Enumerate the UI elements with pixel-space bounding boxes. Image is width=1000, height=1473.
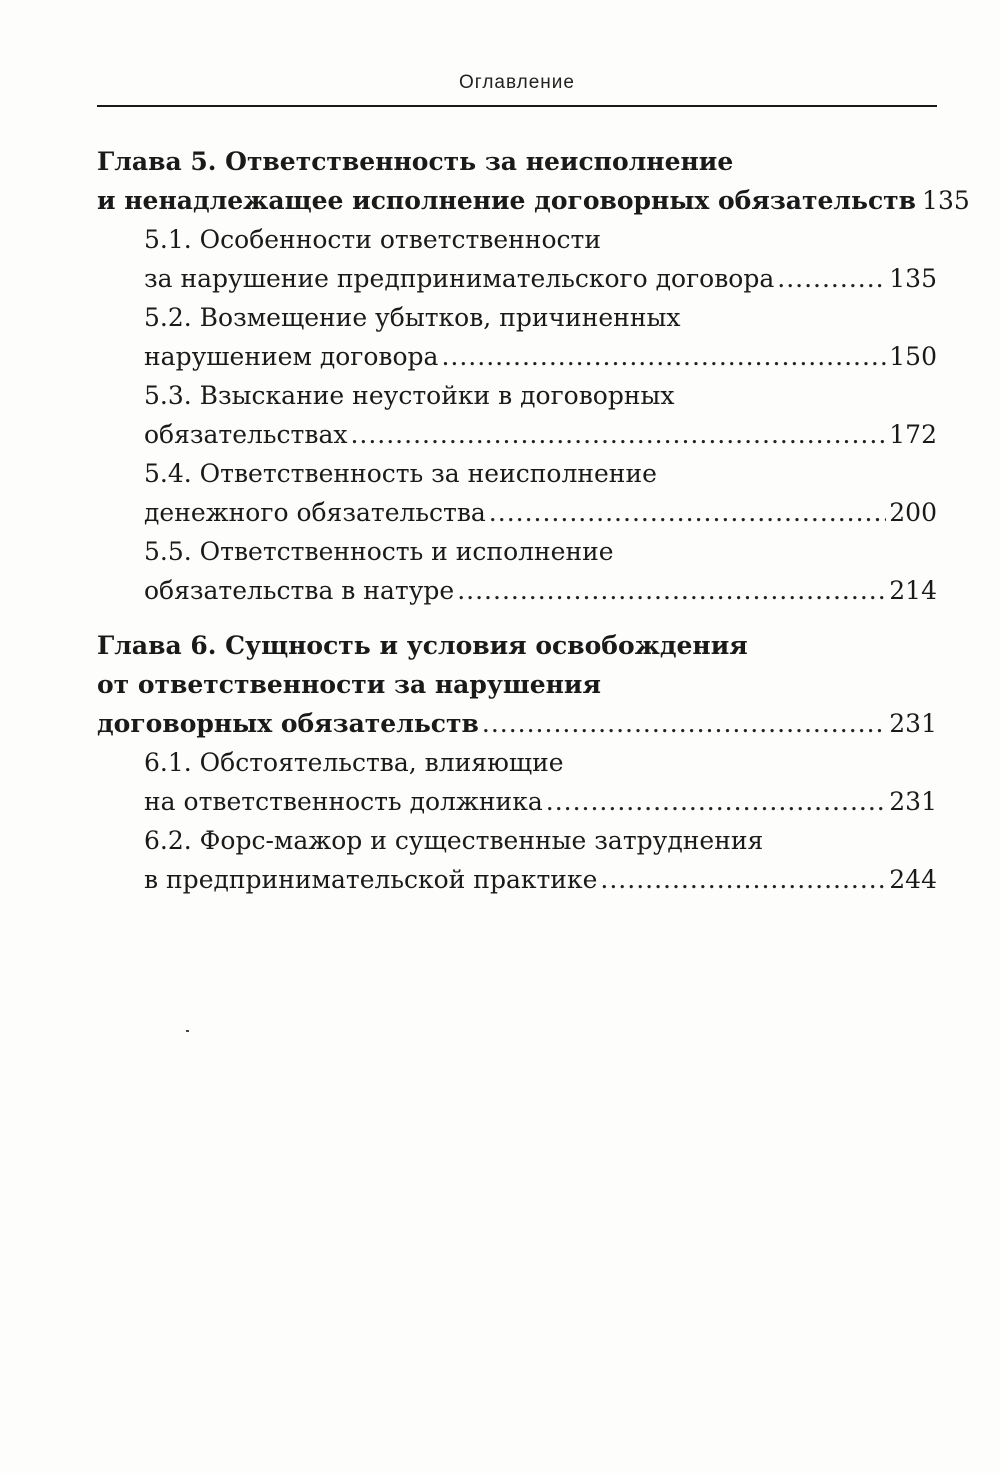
dot-leader (482, 704, 886, 743)
page-number: 150 (889, 342, 937, 371)
toc-last-line (144, 415, 937, 454)
dot-leader (457, 571, 886, 610)
toc-section-5-3[interactable] (97, 376, 937, 454)
dot-leader (546, 782, 887, 821)
toc-title-line: денежного обязательства (144, 498, 486, 527)
toc-title-line: 5.4. Ответственность за неисполнение (144, 459, 657, 488)
table-of-contents (97, 142, 970, 899)
toc-chapter-6[interactable] (97, 626, 937, 743)
toc-section-5-2[interactable] (97, 298, 937, 376)
toc-title-line: 5.3. Взыскание неустойки в договорных (144, 381, 675, 410)
page-number: 231 (889, 787, 937, 816)
toc-section-6-1[interactable] (97, 743, 937, 821)
toc-last-line (144, 493, 937, 532)
dot-leader (777, 259, 886, 298)
toc-section-6-2[interactable] (97, 821, 937, 899)
toc-last-line (144, 259, 937, 298)
dot-leader (441, 337, 886, 376)
running-head: Оглавление (459, 72, 575, 93)
toc-title-line: 5.5. Ответственность и исполнение (144, 537, 614, 566)
toc-last-line (144, 571, 937, 610)
print-speck (186, 1030, 189, 1032)
page-number: 172 (889, 420, 937, 449)
toc-title-line: 5.1. Особенности ответственности (144, 225, 602, 254)
toc-section-5-1[interactable] (97, 220, 937, 298)
toc-title-line: и ненадлежащее исполнение договорных обязательств (97, 186, 917, 215)
page-number: 135 (922, 186, 970, 215)
dot-leader (350, 415, 886, 454)
toc-title-line: на ответственность должника (144, 787, 543, 816)
toc-last-line (144, 337, 937, 376)
page-number: 135 (889, 264, 937, 293)
toc-last-line (97, 181, 970, 220)
toc-chapter-5[interactable] (97, 142, 970, 220)
toc-title-line: 6.2. Форс-мажор и существенные затруднения (144, 826, 764, 855)
toc-title-line: в предпринимательской практике (144, 865, 598, 894)
dot-leader (600, 860, 886, 899)
toc-title-line: за нарушение предпринимательского договора (144, 264, 775, 293)
dot-leader (489, 493, 886, 532)
toc-title-line: от ответственности за нарушения (97, 670, 601, 699)
page-number: 244 (889, 865, 937, 894)
toc-title-line: 5.2. Возмещение убытков, причиненных (144, 303, 681, 332)
page-number: 200 (889, 498, 937, 527)
header-rule (97, 105, 937, 107)
page-number: 231 (889, 709, 937, 738)
toc-section-5-5[interactable] (97, 532, 937, 610)
toc-last-line (144, 860, 937, 899)
toc-section-5-4[interactable] (97, 454, 937, 532)
toc-title-line: обязательствах (144, 420, 348, 449)
toc-title-line: нарушением договора (144, 342, 439, 371)
page-number: 214 (889, 576, 937, 605)
toc-last-line (97, 704, 937, 743)
toc-title-line: 6.1. Обстоятельства, влияющие (144, 748, 564, 777)
toc-last-line (144, 782, 937, 821)
toc-title-line: Глава 5. Ответственность за неисполнение (97, 147, 734, 176)
toc-title-line: обязательства в натуре (144, 576, 455, 605)
toc-title-line: договорных обязательств (97, 709, 479, 738)
toc-title-line: Глава 6. Сущность и условия освобождения (97, 631, 748, 660)
